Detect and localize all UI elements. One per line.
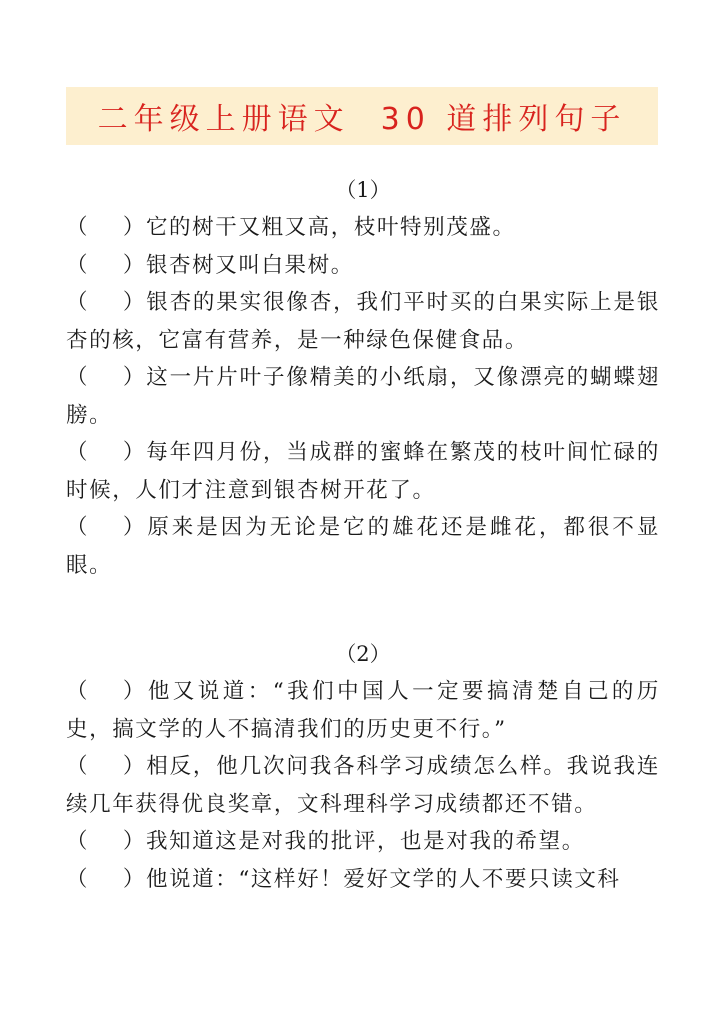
answer-blank[interactable]: （ ） — [66, 365, 146, 390]
sentence-text: 我知道这是对我的批评，也是对我的希望。 — [145, 829, 585, 854]
section-2 — [66, 636, 660, 898]
answer-blank[interactable]: （ ） — [66, 440, 146, 465]
answer-blank[interactable]: （ ） — [66, 754, 146, 779]
section-heading: （1） — [335, 178, 391, 202]
answer-blank[interactable]: （ ） — [66, 515, 146, 540]
section-1 — [66, 172, 660, 584]
answer-blank[interactable]: （ ） — [66, 866, 146, 892]
sentence-item — [66, 673, 660, 748]
sentence-item — [66, 359, 660, 434]
sentence-item — [66, 434, 660, 509]
sentence-item — [66, 823, 660, 861]
answer-blank[interactable]: （ ） — [66, 829, 146, 854]
answer-blank[interactable]: （ ） — [66, 252, 146, 278]
answer-blank[interactable]: （ ） — [66, 215, 146, 240]
sentence-text: 每年四月份，当成群的蜜蜂在繁茂的枝叶间忙碌的时候，人们才注意到银杏树开花了。 — [66, 440, 660, 503]
page-title: 二年级上册语文 30 道排列句子 — [97, 102, 627, 137]
sentence-text: 相反，他几次问我各科学习成绩怎么样。我说我连续几年获得优良奖章，文科理科学习成绩都还不错。 — [66, 754, 660, 817]
answer-blank[interactable]: （ ） — [66, 290, 146, 315]
sentence-text: 他说道：“这样好！爱好文学的人不要只读文科 — [145, 866, 621, 892]
answer-blank[interactable]: （ ） — [66, 679, 146, 704]
sentence-text: 它的树干又粗又高，枝叶特别茂盛。 — [145, 215, 516, 240]
sentence-text: 原来是因为无论是它的雄花还是雌花，都很不显眼。 — [66, 515, 660, 578]
title-banner — [66, 87, 658, 145]
sentence-text: 银杏的果实很像杏，我们平时买的白果实际上是银杏的核，它富有营养，是一种绿色保健食品。 — [66, 290, 660, 353]
document-body — [66, 172, 660, 898]
sentence-item — [66, 748, 660, 823]
sentence-item — [66, 861, 660, 899]
sentence-text: 他又说道：“我们中国人一定要搞清楚自己的历史，搞文学的人不搞清我们的历史更不行。” — [66, 679, 660, 742]
sentence-item — [66, 284, 660, 359]
sentence-item — [66, 247, 660, 285]
section-spacer — [66, 584, 660, 636]
sentence-item — [66, 509, 660, 584]
sentence-text: 这一片片叶子像精美的小纸扇，又像漂亮的蝴蝶翅膀。 — [66, 365, 660, 428]
sentence-item — [66, 209, 660, 247]
sentence-text: 银杏树又叫白果树。 — [145, 252, 354, 278]
section-heading: （2） — [335, 642, 391, 666]
